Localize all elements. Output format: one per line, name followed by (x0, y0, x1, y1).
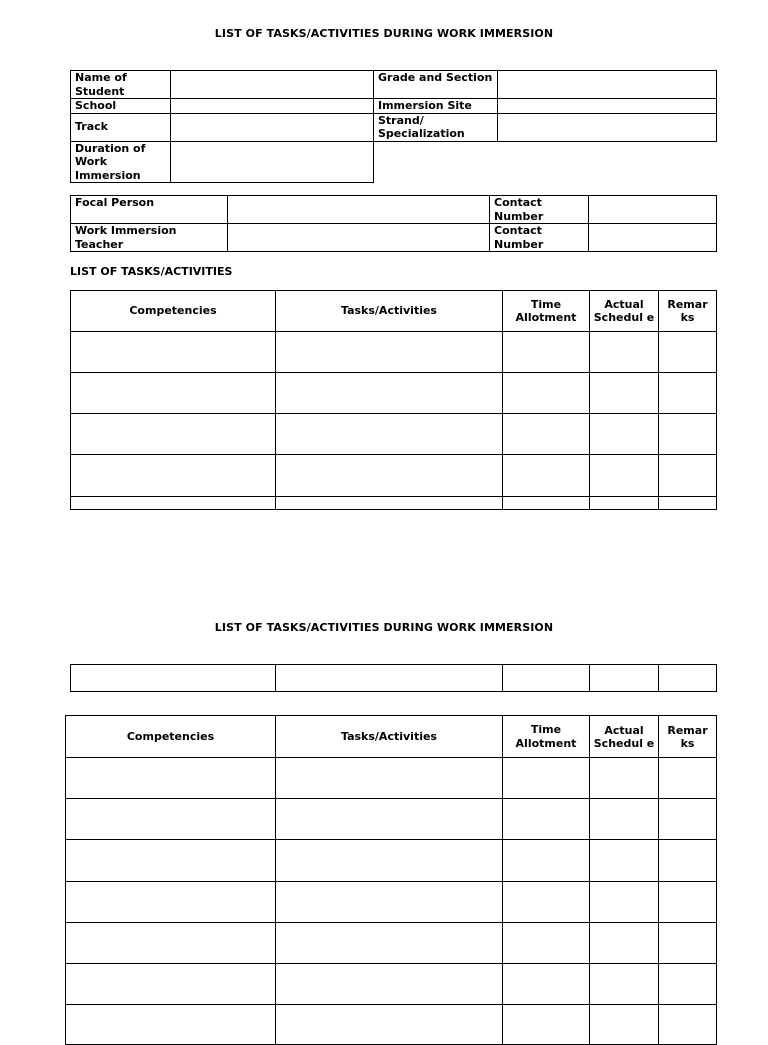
teacher-field[interactable] (228, 224, 490, 252)
tasks-table (65, 715, 717, 1045)
site-field[interactable] (498, 99, 717, 114)
actual-schedule-header: Actual Schedul e (590, 716, 659, 758)
table-row (66, 923, 717, 964)
table-row (71, 455, 717, 497)
focal-person-field[interactable] (228, 196, 490, 224)
table-row (66, 758, 717, 799)
page-title: LIST OF TASKS/ACTIVITIES DURING WORK IMMERSION (214, 621, 554, 634)
contact-number-label: Contact Number (490, 224, 589, 252)
name-label: Name of Student (71, 71, 171, 99)
strand-label: Strand/ Specialization (374, 113, 498, 141)
table-row (66, 882, 717, 923)
tasks-table-continued (70, 664, 717, 692)
time-allotment-header: Time Allotment (503, 716, 590, 758)
teacher-label: Work Immersion Teacher (71, 224, 228, 252)
table-row (71, 497, 717, 510)
contact-number-field[interactable] (589, 224, 717, 252)
table-row (66, 840, 717, 882)
grade-label: Grade and Section (374, 71, 498, 99)
remarks-header: Remar ks (659, 716, 717, 758)
track-label: Track (71, 113, 171, 141)
duration-field[interactable] (171, 141, 374, 183)
school-field[interactable] (171, 99, 374, 114)
focal-person-label: Focal Person (71, 196, 228, 224)
competencies-header: Competencies (71, 291, 276, 332)
table-row (71, 665, 717, 692)
duration-label: Duration of Work Immersion (71, 141, 171, 183)
contact-table (70, 195, 717, 252)
table-row (71, 414, 717, 455)
track-field[interactable] (171, 113, 374, 141)
competencies-header: Competencies (66, 716, 276, 758)
table-row (71, 332, 717, 373)
time-allotment-header: Time Allotment (503, 291, 590, 332)
site-label: Immersion Site (374, 99, 498, 114)
table-row (71, 373, 717, 414)
student-info-table (70, 70, 717, 183)
name-field[interactable] (171, 71, 374, 99)
tasks-header: Tasks/Activities (276, 291, 503, 332)
actual-schedule-header: Actual Schedul e (590, 291, 659, 332)
page-title: LIST OF TASKS/ACTIVITIES DURING WORK IMMERSION (214, 27, 554, 40)
strand-field[interactable] (498, 113, 717, 141)
school-label: School (71, 99, 171, 114)
table-row (66, 1005, 717, 1045)
tasks-table (70, 290, 717, 510)
grade-field[interactable] (498, 71, 717, 99)
contact-number-label: Contact Number (490, 196, 589, 224)
table-row (66, 964, 717, 1005)
tasks-heading: LIST OF TASKS/ACTIVITIES (70, 265, 233, 278)
remarks-header: Remar ks (659, 291, 717, 332)
tasks-header: Tasks/Activities (276, 716, 503, 758)
contact-number-field[interactable] (589, 196, 717, 224)
table-row (66, 799, 717, 840)
